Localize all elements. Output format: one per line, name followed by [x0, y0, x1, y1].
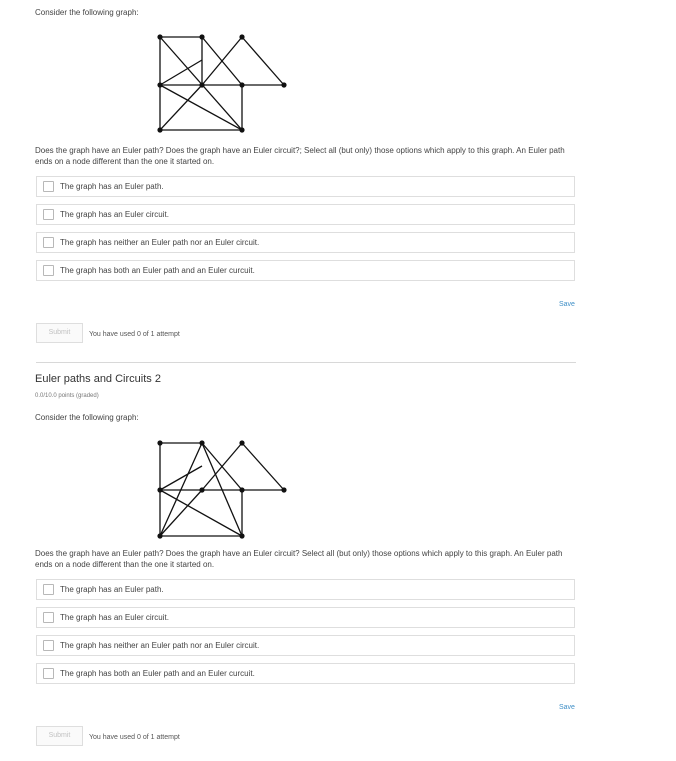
option-label: The graph has both an Euler path and an Euler curcuit. [60, 266, 255, 275]
option-label: The graph has an Euler path. [60, 182, 164, 191]
checkbox[interactable] [43, 265, 54, 276]
option-label: The graph has an Euler path. [60, 585, 164, 594]
question-text: Does the graph have an Euler path? Does the graph have an Euler circuit? Select all (but only) those options which apply to this graph. An Euler path ends on a node different than the one it started on. [35, 549, 563, 569]
option-label: The graph has an Euler circuit. [60, 210, 169, 219]
option-euler-path[interactable] [36, 176, 575, 197]
save-link[interactable]: Save [559, 301, 575, 308]
question-text: Does the graph have an Euler path? Does the graph have an Euler circuit?; Select all (but only) those options which apply to this graph. An Euler path ends on a node different than the one it started on. [35, 146, 565, 166]
save-link[interactable]: Save [559, 704, 575, 711]
checkbox[interactable] [43, 237, 54, 248]
checkbox[interactable] [43, 181, 54, 192]
option-euler-circuit[interactable] [36, 204, 575, 225]
option-euler-path[interactable] [36, 579, 575, 600]
checkbox[interactable] [43, 584, 54, 595]
attempts-text: You have used 0 of 1 attempt [89, 734, 180, 741]
graph-figure [150, 30, 290, 136]
checkbox[interactable] [43, 612, 54, 623]
option-neither[interactable] [36, 232, 575, 253]
option-both[interactable] [36, 260, 575, 281]
option-label: The graph has neither an Euler path nor an Euler circuit. [60, 641, 260, 650]
graph-prompt: Consider the following graph: [35, 413, 139, 422]
attempts-text: You have used 0 of 1 attempt [89, 331, 180, 338]
problem-title: Euler paths and Circuits 2 [35, 373, 161, 385]
submit-button[interactable]: Submit [36, 726, 83, 746]
option-neither[interactable] [36, 635, 575, 656]
option-label: The graph has both an Euler path and an Euler curcuit. [60, 669, 255, 678]
submit-button[interactable]: Submit [36, 323, 83, 343]
option-label: The graph has an Euler circuit. [60, 613, 169, 622]
option-label: The graph has neither an Euler path nor an Euler circuit. [60, 238, 260, 247]
graph-figure [150, 435, 290, 541]
option-both[interactable] [36, 663, 575, 684]
option-euler-circuit[interactable] [36, 607, 575, 628]
section-divider [36, 362, 576, 363]
points-text: 0.0/10.0 points (graded) [35, 393, 99, 399]
checkbox[interactable] [43, 209, 54, 220]
checkbox[interactable] [43, 668, 54, 679]
checkbox[interactable] [43, 640, 54, 651]
graph-prompt: Consider the following graph: [35, 8, 139, 17]
